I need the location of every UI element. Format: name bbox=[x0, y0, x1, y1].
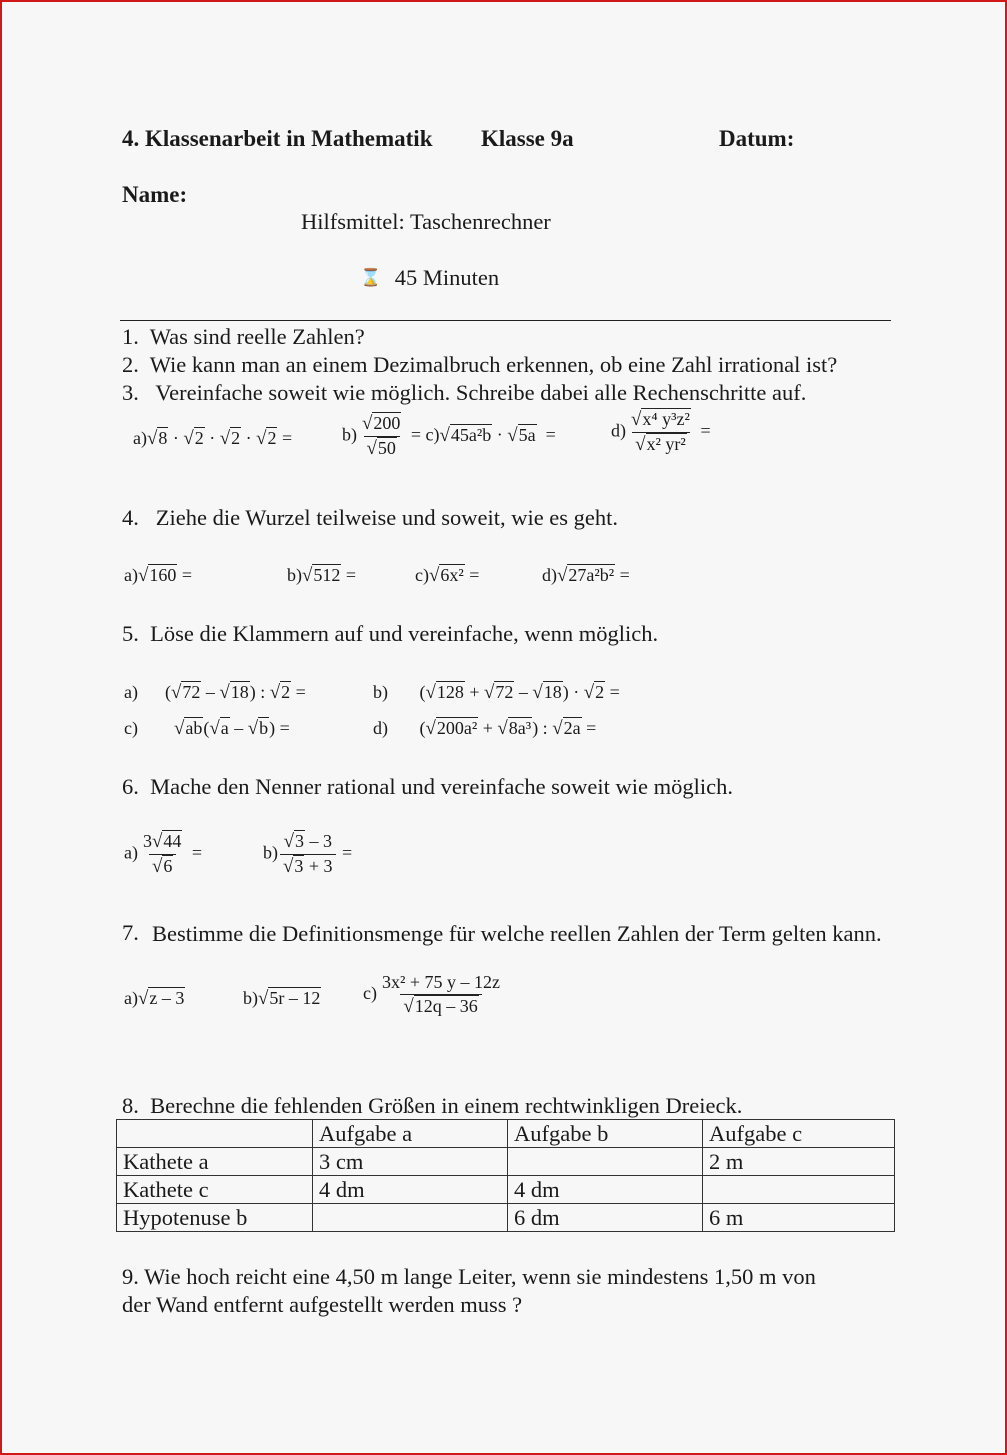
question-9-line-2: der Wand entfernt aufgestellt werden muss ? bbox=[122, 1292, 523, 1317]
table-row bbox=[117, 1176, 895, 1204]
triangle-table bbox=[116, 1119, 895, 1232]
table-header-cell: Aufgabe c bbox=[703, 1120, 895, 1148]
table-cell: 6 m bbox=[703, 1204, 895, 1232]
table-cell: 4 dm bbox=[508, 1176, 703, 1204]
q4-task-b: b)√512 = bbox=[287, 565, 357, 586]
table-cell bbox=[117, 1120, 313, 1148]
table-cell: Hypotenuse b bbox=[117, 1204, 313, 1232]
question-8: 8. Berechne die fehlenden Größen in einem rechtwinkligen Dreieck. bbox=[122, 1093, 743, 1118]
question-5: 5. Löse die Klammern auf und vereinfache, wenn möglich. bbox=[122, 621, 659, 646]
table-cell: 3 cm bbox=[313, 1148, 508, 1176]
time-text: 45 Minuten bbox=[394, 265, 500, 290]
q5-task-d: d) (√200a² + √8a³) : √2a = bbox=[373, 718, 597, 739]
time-line bbox=[360, 265, 499, 291]
question-3 bbox=[122, 380, 806, 406]
table-header-cell: Aufgabe b bbox=[508, 1120, 703, 1148]
table-cell: Kathete c bbox=[117, 1176, 313, 1204]
q3-task-d: d) $\frac{\text{√x⁴ y³z²}}{\text{√x² yr²}}$ = bbox=[611, 409, 711, 455]
header-divider bbox=[120, 320, 891, 321]
worksheet-title: 4. Klassenarbeit in Mathematik bbox=[122, 126, 433, 151]
q1-text: Was sind reelle Zahlen? bbox=[149, 324, 365, 349]
q5-task-c: c) √ab(√a – √b) = bbox=[124, 718, 290, 739]
q4-task-a: a)√160 = bbox=[124, 565, 193, 586]
table-cell: 6 dm bbox=[508, 1204, 703, 1232]
q7-task-b: b)√5r – 12 bbox=[243, 988, 321, 1009]
question-7: 7. Bestimme die Definitionsmenge für welche reellen Zahlen der Term gelten kann. bbox=[122, 920, 882, 946]
table-cell: Kathete a bbox=[117, 1148, 313, 1176]
q5-task-b: b) (√128 + √72 – √18) · √2 = bbox=[373, 682, 620, 703]
table-cell bbox=[313, 1204, 508, 1232]
q7-task-c: c) $\frac{\text{3x² + 75 y – 12z}}{√12q - 36}$ bbox=[363, 972, 501, 1017]
q6-task-a: a) $\frac{3√44}{√6}$ = bbox=[124, 831, 203, 877]
table-cell: 2 m bbox=[703, 1148, 895, 1176]
table-cell: 4 dm bbox=[313, 1176, 508, 1204]
q3-task-a: a)√8 · √2 · √2 · √2 = bbox=[133, 428, 293, 449]
q3-task-b-c: b) $\frac{√200}{√50}$ = c)√45a²b · √5a = bbox=[342, 413, 556, 459]
q1-number: 1. bbox=[122, 324, 139, 349]
date-label: Datum: bbox=[719, 126, 795, 151]
question-4: 4. Ziehe die Wurzel teilweise und soweit, wie es geht. bbox=[122, 505, 619, 530]
q4-task-c: c)√6x² = bbox=[415, 565, 480, 586]
q2-number: 2. bbox=[122, 352, 139, 377]
table-row bbox=[117, 1148, 895, 1176]
table-header-row bbox=[117, 1120, 895, 1148]
aids-text: Hilfsmittel: Taschenrechner bbox=[301, 209, 551, 234]
table-cell bbox=[703, 1176, 895, 1204]
question-9-line-1: 9. Wie hoch reicht eine 4,50 m lange Leiter, wenn sie mindestens 1,50 m von bbox=[122, 1264, 816, 1289]
q5-task-a: a) (√72 – √18) : √2 = bbox=[124, 682, 306, 703]
hourglass-icon: ⌛ bbox=[360, 268, 382, 287]
question-1 bbox=[122, 324, 365, 350]
question-6: 6. Mache den Nenner rational und vereinfache soweit wie möglich. bbox=[122, 774, 734, 799]
class-label: Klasse 9a bbox=[481, 126, 574, 151]
table-cell bbox=[508, 1148, 703, 1176]
q6-task-b: b) $\frac{√3 - 3}{√3 + 3}$ = bbox=[263, 831, 353, 877]
question-2 bbox=[122, 352, 837, 378]
q2-text: Wie kann man an einem Dezimalbruch erkennen, ob eine Zahl irrational ist? bbox=[149, 352, 838, 377]
name-label: Name: bbox=[122, 182, 188, 207]
table-header-cell: Aufgabe a bbox=[313, 1120, 508, 1148]
q3-number: 3. bbox=[122, 380, 139, 405]
q3-text: Vereinfache soweit wie möglich. Schreibe dabei alle Rechenschritte auf. bbox=[155, 380, 807, 405]
table-row bbox=[117, 1204, 895, 1232]
q4-task-d: d)√27a²b² = bbox=[542, 565, 630, 586]
q7-task-a: a)√z – 3 bbox=[124, 988, 185, 1009]
